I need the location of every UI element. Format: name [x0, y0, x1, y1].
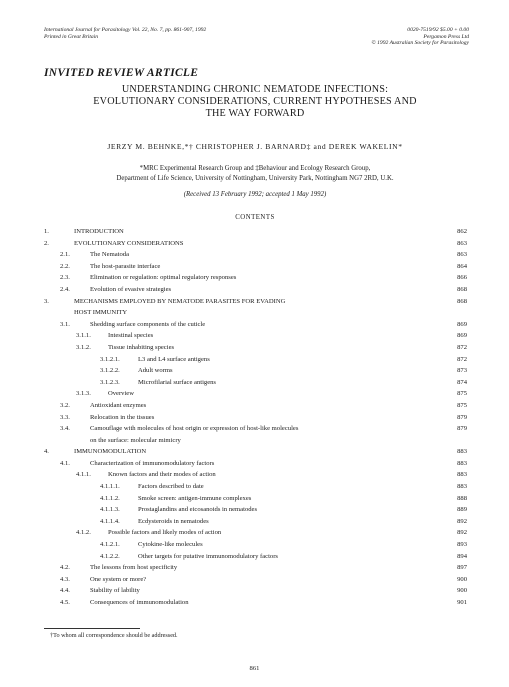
- toc-entry: [0, 574, 509, 586]
- toc-entry-number: 3.: [44, 297, 49, 305]
- toc-entry-title: Adult worms: [138, 367, 173, 375]
- toc-entry: [0, 562, 509, 574]
- toc-entry-title: Cytokine-like molecules: [138, 541, 203, 549]
- toc-entry: [0, 551, 509, 563]
- toc-entry-page: 869: [457, 320, 467, 328]
- toc-entry-title: Tissue inhabiting species: [108, 343, 175, 351]
- toc-entry: [0, 469, 509, 481]
- toc-entry-number: 2.: [44, 239, 49, 247]
- toc-entry-page: 879: [457, 425, 467, 433]
- toc-entry-number: 3.1.3.: [76, 390, 91, 398]
- toc-entry-page: 875: [457, 390, 467, 398]
- toc-entry-page: 892: [457, 517, 467, 525]
- toc-entry-title: Prostaglandins and eicosanoids in nematodes: [138, 506, 258, 514]
- toc-entry: [0, 516, 509, 528]
- journal-citation: International Journal for Parasitology Vol. 22, No. 7, pp. 861-907, 1992: [44, 27, 207, 33]
- toc-entry-page: 873: [457, 367, 467, 375]
- toc-entry-number: 3.1.2.1.: [100, 355, 120, 363]
- affiliation-line: Department of Life Science, University of Nottingham, University Park, Nottingham NG7 2RD, U.K.: [116, 175, 394, 182]
- toc-entry-page: 872: [457, 355, 467, 363]
- toc-entry-page: 863: [457, 239, 467, 247]
- toc-entry-title: IMMUNOMODULATION: [74, 448, 147, 456]
- toc-entry-title: Factors described to date: [138, 483, 204, 491]
- footnote: †To whom all correspondence should be addressed.: [50, 632, 178, 639]
- affiliation-line: *MRC Experimental Research Group and ‡Behaviour and Ecology Research Group,: [139, 165, 371, 172]
- toc-entry: [0, 307, 509, 319]
- toc-entry: [0, 238, 509, 250]
- toc-entry-number: 2.3.: [60, 274, 70, 282]
- toc-entry: [0, 458, 509, 470]
- toc-entry-number: 4.1.1.1.: [100, 483, 120, 491]
- toc-entry: [0, 527, 509, 539]
- toc-entry: [0, 493, 509, 505]
- toc-entry-title: Overview: [108, 390, 134, 398]
- toc-entry-page: 874: [457, 378, 467, 386]
- toc-entry-page: 869: [457, 332, 467, 340]
- toc-entry-number: 4.1.1.: [76, 471, 91, 479]
- toc-entry-page: 864: [457, 262, 467, 270]
- toc-entry: [0, 354, 509, 366]
- toc-entry: [0, 504, 509, 516]
- table-of-contents: [0, 226, 509, 609]
- toc-entry-page: 883: [457, 471, 467, 479]
- toc-entry-page: 868: [457, 297, 467, 305]
- toc-entry-title: Characterization of immunomodulatory factors: [90, 459, 215, 467]
- toc-entry-title: Camouflage with molecules of host origin or expression of host-like molecules: [90, 425, 299, 433]
- toc-entry-number: 3.1.2.2.: [100, 367, 120, 375]
- toc-entry-page: 901: [457, 599, 467, 606]
- toc-entry-title: Evolution of evasive strategies: [90, 285, 172, 293]
- toc-entry-title: Relocation in the tissues: [90, 413, 155, 421]
- toc-entry: [0, 481, 509, 493]
- toc-entry-number: 4.1.1.4.: [100, 517, 120, 525]
- toc-entry-page: 900: [457, 587, 467, 595]
- journal-header: [44, 27, 274, 40]
- toc-entry-number: 4.1.1.2.: [100, 494, 120, 502]
- toc-entry-number: 2.1.: [60, 251, 70, 259]
- title-line: EVOLUTIONARY CONSIDERATIONS, CURRENT HYPOTHESES AND: [93, 95, 417, 107]
- toc-entry-page: 866: [457, 274, 467, 282]
- toc-entry-title: The host-parasite interface: [90, 262, 161, 270]
- toc-entry-title: INTRODUCTION: [74, 228, 124, 235]
- toc-entry-number: 4.2.: [60, 564, 70, 572]
- footnote-divider: [44, 628, 140, 629]
- toc-entry-page: 888: [457, 494, 467, 502]
- toc-entry: [0, 412, 509, 424]
- toc-entry: [0, 539, 509, 551]
- toc-entry-title: Other targets for putative immunomodulatory factors: [138, 552, 278, 560]
- toc-entry-title: Antioxidant enzymes: [90, 401, 147, 409]
- toc-entry-page: 863: [457, 251, 467, 259]
- toc-entry-page: 883: [457, 448, 467, 456]
- toc-entry-page: 875: [457, 401, 467, 409]
- toc-entry-title: on the surface: molecular mimicry: [90, 436, 181, 444]
- toc-entry-number: 3.3.: [60, 413, 70, 421]
- toc-entry-number: 3.1.1.: [76, 332, 91, 340]
- toc-entry-page: 900: [457, 575, 467, 583]
- contents-heading: CONTENTS: [235, 214, 275, 221]
- toc-entry: [0, 585, 509, 597]
- toc-entry-page: 892: [457, 529, 467, 537]
- toc-entry-page: 894: [457, 552, 467, 560]
- toc-entry-number: 2.4.: [60, 285, 70, 293]
- toc-entry: [0, 400, 509, 412]
- toc-entry-title: Known factors and their modes of action: [108, 471, 216, 479]
- toc-entry-number: 3.1.2.: [76, 343, 91, 351]
- article-title: [30, 84, 480, 119]
- toc-entry-number: 4.: [44, 448, 49, 456]
- toc-entry-title: One system or more?: [90, 575, 147, 583]
- toc-entry-title: Shedding surface components of the cuticle: [90, 320, 206, 328]
- toc-entry-number: 4.1.2.1.: [100, 541, 120, 549]
- toc-entry-title: Consequences of immunomodulation: [90, 599, 189, 606]
- toc-entry-number: 3.1.: [60, 320, 70, 328]
- toc-entry-number: 4.5.: [60, 599, 70, 606]
- publisher-price: 0020-7519/92 $5.00 + 0.00: [407, 27, 469, 33]
- toc-entry-title: L3 and L4 surface antigens: [138, 355, 210, 363]
- toc-entry-page: 883: [457, 483, 467, 491]
- toc-entry-title: MECHANISMS EMPLOYED BY NEMATODE PARASITES FOR EVADING: [74, 297, 286, 305]
- toc-entry-number: 2.2.: [60, 262, 70, 270]
- toc-entry: [0, 377, 509, 389]
- journal-printed: Printed in Great Britain: [44, 33, 99, 40]
- publisher-name: Pergamon Press Ltd: [423, 33, 469, 40]
- toc-entry-title: Ecdysteroids in nematodes: [138, 517, 209, 525]
- toc-entry: [0, 597, 509, 609]
- toc-entry-page: 879: [457, 413, 467, 421]
- title-line: THE WAY FORWARD: [205, 107, 305, 119]
- toc-entry-number: 4.3.: [60, 575, 70, 583]
- article-type: INVITED REVIEW ARTICLE: [44, 67, 199, 79]
- authors: JERZY M. BEHNKE,*† CHRISTOPHER J. BARNARD‡ and DEREK WAKELIN*: [107, 142, 403, 151]
- toc-entry-number: 4.1.2.: [76, 529, 91, 537]
- toc-entry: [0, 296, 509, 308]
- toc-entry: [0, 435, 509, 447]
- toc-entry: [0, 388, 509, 400]
- toc-entry-title: Microfilarial surface antigens: [138, 378, 216, 386]
- toc-entry-page: 889: [457, 506, 467, 514]
- received-dates: (Received 13 February 1992; accepted 1 May 1992): [183, 191, 327, 198]
- toc-entry-number: 3.2.: [60, 401, 70, 409]
- toc-entry: [0, 446, 509, 458]
- toc-entry-number: 4.4.: [60, 587, 70, 595]
- toc-entry-title: Smoke screen: antigen-immune complexes: [138, 494, 252, 502]
- page-number: 861: [249, 665, 260, 672]
- toc-entry: [0, 226, 509, 238]
- title-line: UNDERSTANDING CHRONIC NEMATODE INFECTIONS:: [121, 84, 389, 95]
- toc-entry-number: 4.1.: [60, 459, 70, 467]
- toc-entry-page: 862: [457, 228, 467, 235]
- toc-entry-title: Intestinal species: [108, 332, 154, 340]
- toc-entry: [0, 249, 509, 261]
- toc-entry-number: 1.: [44, 228, 49, 235]
- publisher-header: [269, 27, 469, 47]
- toc-entry-title: Stability of lability: [90, 587, 140, 595]
- toc-entry-number: 4.1.1.3.: [100, 506, 120, 514]
- toc-entry-title: The lessons from host specificity: [90, 564, 178, 572]
- toc-entry: [0, 261, 509, 273]
- publisher-copyright: © 1992 Australian Society for Parasitology: [371, 40, 469, 47]
- affiliation: [30, 164, 480, 184]
- toc-entry: [0, 272, 509, 284]
- toc-entry-page: 872: [457, 343, 467, 351]
- toc-entry: [0, 423, 509, 435]
- toc-entry: [0, 365, 509, 377]
- toc-entry: [0, 342, 509, 354]
- toc-entry-title: EVOLUTIONARY CONSIDERATIONS: [74, 239, 184, 247]
- toc-entry: [0, 284, 509, 296]
- toc-entry-title: HOST IMMUNITY: [74, 309, 128, 317]
- toc-entry-title: Elimination or regulation: optimal regulatory responses: [90, 274, 237, 282]
- toc-entry-title: Possible factors and likely modes of action: [108, 529, 222, 537]
- toc-entry-page: 868: [457, 285, 467, 293]
- toc-entry: [0, 319, 509, 331]
- toc-entry-number: 4.1.2.2.: [100, 552, 120, 560]
- toc-entry-page: 883: [457, 459, 467, 467]
- toc-entry-page: 893: [457, 541, 467, 549]
- toc-entry: [0, 330, 509, 342]
- toc-entry-number: 3.4.: [60, 425, 70, 433]
- toc-entry-title: The Nematoda: [90, 251, 129, 259]
- toc-entry-page: 897: [457, 564, 467, 572]
- toc-entry-number: 3.1.2.3.: [100, 378, 120, 386]
